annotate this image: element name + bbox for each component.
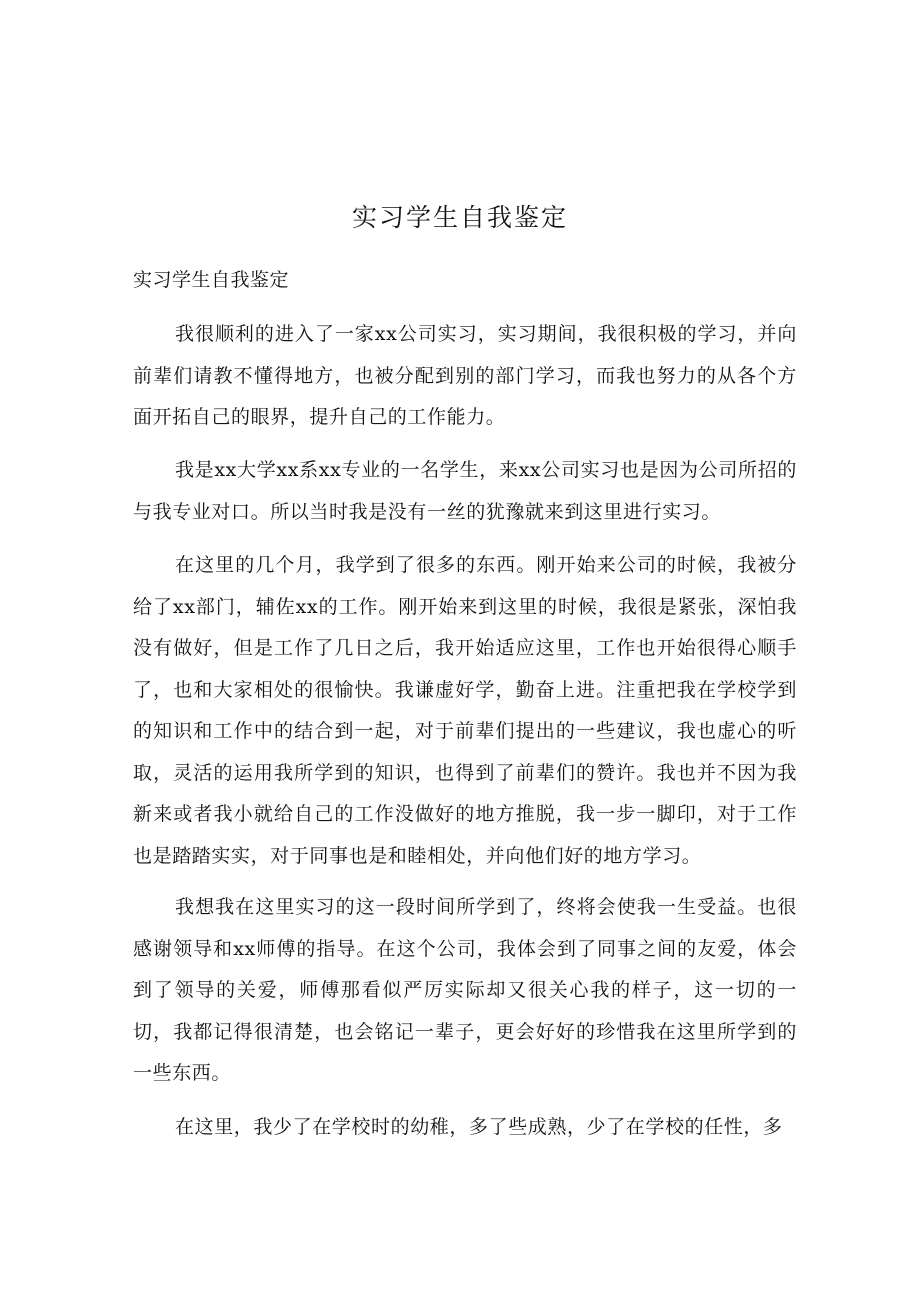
document-subtitle: 实习学生自我鉴定 [133,269,290,291]
paragraph-2: 我是xx大学xx系xx专业的一名学生，来xx公司实习也是因为公司所招的与我专业对口。所以当时我是没有一丝的犹豫就来到这里进行实习。 [133,459,797,523]
document-title: 实习学生自我鉴定 [351,203,568,232]
paragraph-3: 在这里的几个月，我学到了很多的东西。刚开始来公司的时候，我被分给了xx部门，辅佐xx的工作。刚开始来到这里的时候，我很是紧张，深怕我没有做好，但是工作了几日之后，我开始适应这里，工作也开始很得心顺手了，也和大家相处的很愉快。我谦虚好学，勤奋上进。注重把我在学校学到的知识和工作中的结合到一起，对于前辈们提出的一些建议，我也虚心的听取，灵活的运用我所学到的知识，也得到了前辈们的赞许。我也并不因为我新来或者我小就给自己的工作没做好的地方推脱，我一步一脚印，对于工作也是踏踏实实，对于同事也是和睦相处，并向他们好的地方学习。 [133,554,797,867]
paragraph-5: 在这里，我少了在学校时的幼稚，多了些成熟，少了在学校的任性，多 [175,1116,783,1138]
paragraph-4: 我想我在这里实习的这一段时间所学到了，终将会使我一生受益。也很感谢领导和xx师傅的指导。在这个公司，我体会到了同事之间的友爱，体会到了领导的关爱，师傅那看似严厉实际却又很关心我的样子，这一切的一切，我都记得很清楚，也会铭记一辈子，更会好好的珍惜我在这里所学到的一些东西。 [133,896,797,1084]
paragraph-1: 我很顺利的进入了一家xx公司实习，实习期间，我很积极的学习，并向前辈们请教不懂得地方，也被分配到别的部门学习，而我也努力的从各个方面开拓自己的眼界，提升自己的工作能力。 [133,323,797,428]
